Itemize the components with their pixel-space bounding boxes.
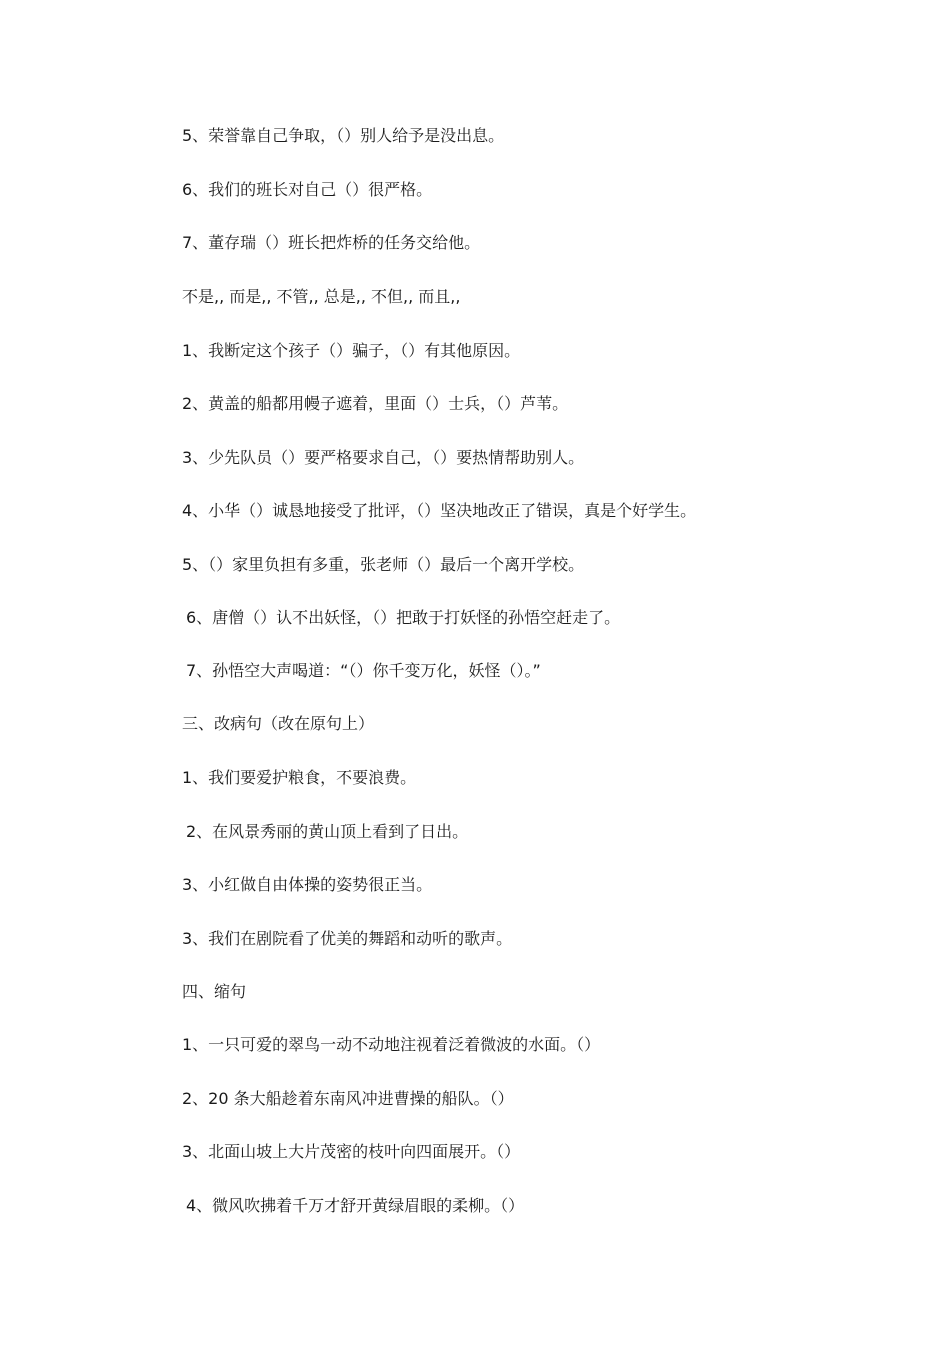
exercise-line: 1、一只可爱的翠鸟一动不动地注视着泛着微波的水面。（） — [182, 1035, 601, 1054]
exercise-line: 3、少先队员（）要严格要求自己，（）要热情帮助别人。 — [182, 448, 585, 467]
exercise-line: 6、我们的班长对自己（）很严格。 — [182, 180, 433, 199]
exercise-line: 5、（）家里负担有多重，张老师（）最后一个离开学校。 — [182, 555, 585, 574]
section-heading: 三、改病句（改在原句上） — [182, 714, 375, 733]
exercise-line: 2、20 条大船趁着东南风冲进曹操的船队。（） — [182, 1089, 514, 1108]
exercise-line: 1、我们要爱护粮食，不要浪费。 — [182, 768, 417, 787]
exercise-line: 4、微风吹拂着千万才舒开黄绿眉眼的柔柳。（） — [186, 1196, 525, 1215]
exercise-line: 7、董存瑞（）班长把炸桥的任务交给他。 — [182, 233, 481, 252]
exercise-line: 5、荣誉靠自己争取，（）别人给予是没出息。 — [182, 126, 505, 145]
exercise-line: 3、北面山坡上大片茂密的枝叶向四面展开。（） — [182, 1142, 521, 1161]
exercise-line: 7、孙悟空大声喝道：“（）你千变万化，妖怪（）。” — [186, 661, 541, 680]
section-heading: 四、缩句 — [182, 982, 247, 1001]
exercise-line: 6、唐僧（）认不出妖怪，（）把敢于打妖怪的孙悟空赶走了。 — [186, 608, 621, 627]
exercise-line: 3、我们在剧院看了优美的舞蹈和动听的歌声。 — [182, 929, 513, 948]
exercise-line: 1、我断定这个孩子（）骗子，（）有其他原因。 — [182, 341, 521, 360]
exercise-line: 4、小华（）诚恳地接受了批评，（）坚决地改正了错误，真是个好学生。 — [182, 501, 697, 520]
exercise-line: 2、在风景秀丽的黄山顶上看到了日出。 — [186, 822, 469, 841]
exercise-line: 3、小红做自由体操的姿势很正当。 — [182, 875, 433, 894]
word-bank-line: 不是,, 而是,, 不管,, 总是,, 不但,, 而且,, — [182, 287, 461, 306]
exercise-line: 2、黄盖的船都用幔子遮着，里面（）士兵，（）芦苇。 — [182, 394, 569, 413]
